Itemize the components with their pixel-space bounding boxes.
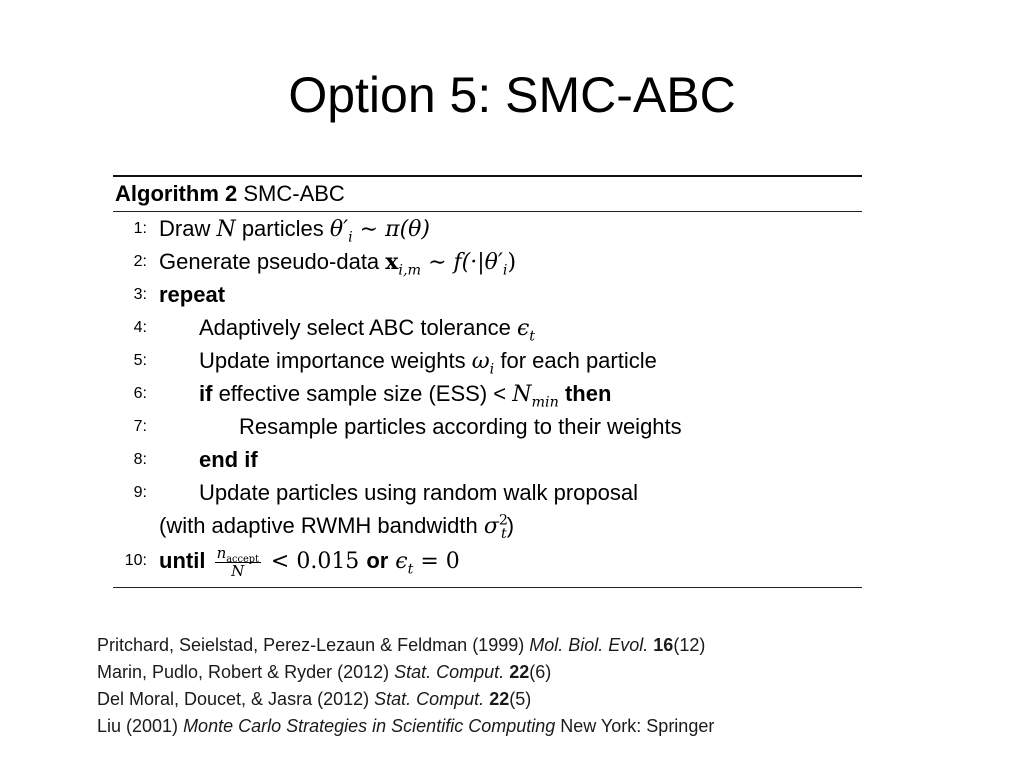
algorithm-line-9-continued (113, 510, 862, 542)
reference-item: Del Moral, Doucet, & Jasra (2012) Stat. Comput. 22(5) (97, 689, 532, 709)
algorithm-line-1 (113, 213, 862, 245)
line-number: 7: (133, 418, 147, 435)
reference-item: Liu (2001) Monte Carlo Strategies in Scientific Computing New York: Springer (97, 716, 715, 736)
line-number: 10: (124, 552, 147, 569)
line-text: if effective sample size $(ESS) < N_{min}$ then (199, 381, 612, 411)
header-rule (113, 211, 862, 212)
algorithm-line-7 (113, 411, 862, 443)
algorithm-label: Algorithm 2 (115, 181, 238, 206)
line-text: end if (199, 447, 258, 472)
algorithm-line-9 (113, 477, 862, 509)
line-text: Draw N particles $\theta'_i$ ∼ π(θ) (159, 216, 430, 246)
line-number: 5: (133, 352, 147, 369)
fraction: $\frac{n_{accept}}{N}$ (216, 544, 259, 581)
references (97, 632, 714, 740)
bottom-rule (113, 587, 862, 588)
line-number: 3: (133, 286, 147, 303)
top-rule (113, 175, 862, 177)
algorithm-line-8 (113, 444, 862, 476)
line-number: 6: (133, 385, 147, 402)
algorithm-box (113, 175, 862, 589)
line-number: 9: (133, 484, 147, 501)
line-text: Generate pseudo-data $x_{i,m}$ ∼ $f(\cdot|\theta'_i)$ (159, 249, 517, 279)
algorithm-name: SMC-ABC (243, 181, 345, 206)
line-number: 1: (133, 220, 147, 237)
line-text: Adaptively select ABC tolerance $\epsilon_t$ (199, 315, 536, 345)
line-text: Update importance weights $\omega_i$ for each particle (199, 348, 657, 378)
line-text: repeat (159, 282, 226, 307)
algorithm-line-2 (113, 246, 862, 278)
line-text: Resample particles according to their weights (239, 414, 682, 439)
algorithm-header (115, 179, 345, 209)
algorithm-line-10 (113, 544, 862, 581)
algorithm-line-3 (113, 279, 862, 311)
algorithm-line-4 (113, 312, 862, 344)
line-text: Update particles using random walk proposal (199, 480, 639, 505)
line-number: 2: (133, 253, 147, 270)
reference-item: Marin, Pudlo, Robert & Ryder (2012) Stat. Comput. 22(6) (97, 662, 552, 682)
slide-title: Option 5: SMC-ABC (288, 67, 736, 123)
reference-item: Pritchard, Seielstad, Perez-Lezaun & Feldman (1999) Mol. Biol. Evol. 16(12) (97, 635, 706, 655)
line-text: until $\frac{n_{accept}}{N}$ < 0.015 or $\epsilon_t = 0$ (159, 544, 460, 581)
algorithm-line-6 (113, 378, 862, 410)
line-number: 8: (133, 451, 147, 468)
algorithm-line-5 (113, 345, 862, 377)
line-text: (with adaptive RWMH bandwidth $\sigma^2_t$) (159, 512, 515, 543)
line-number: 4: (133, 319, 147, 336)
